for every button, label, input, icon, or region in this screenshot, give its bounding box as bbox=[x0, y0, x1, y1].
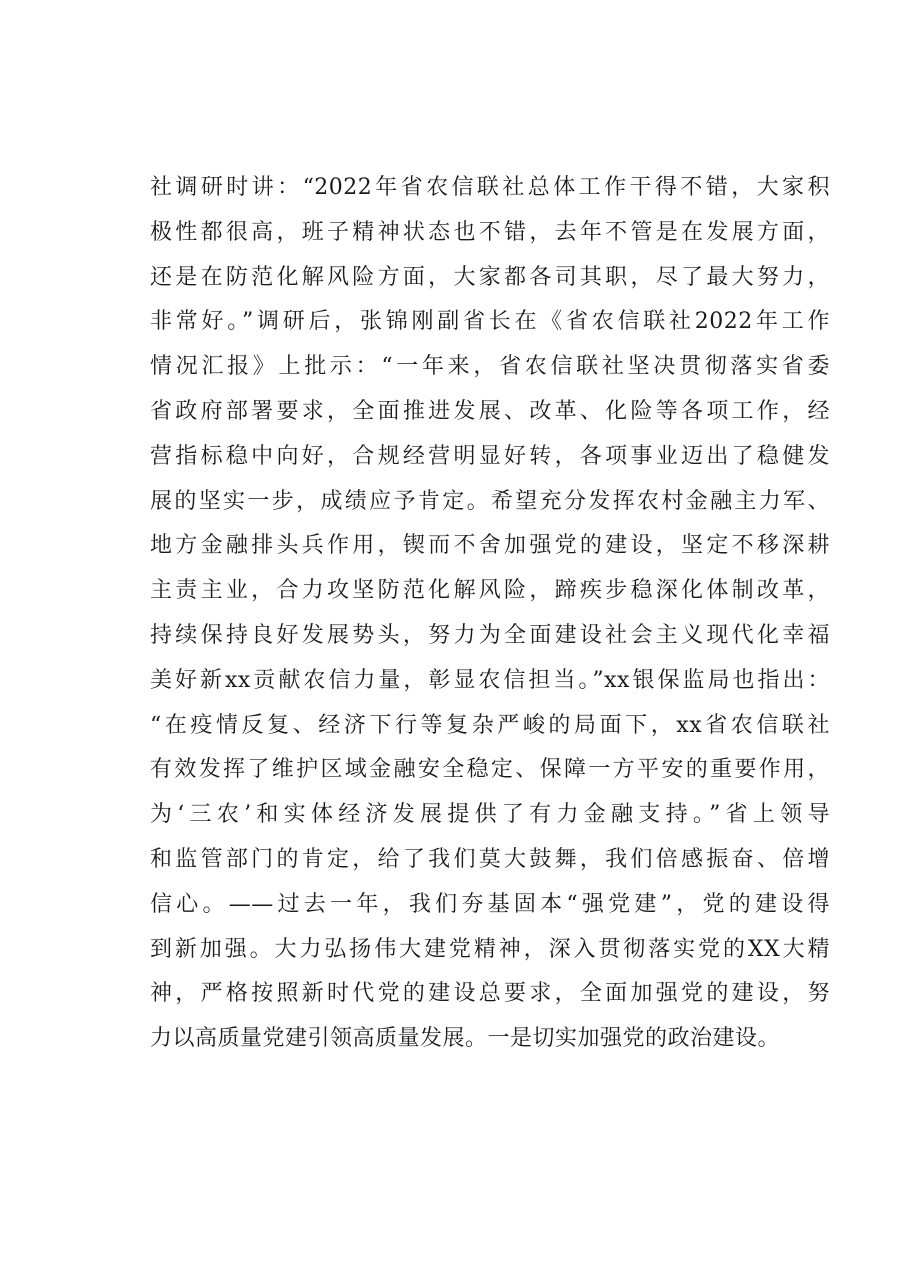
text-line: 展的坚实一步，成绩应予肯定。希望充分发挥农村金融主力军、 bbox=[150, 488, 830, 514]
text-line: 主责主业，合力攻坚防范化解风险，蹄疾步稳深化体制改革， bbox=[150, 578, 830, 604]
text-line: 和监管部门的肯定，给了我们莫大鼓舞，我们倍感振奋、倍增 bbox=[150, 846, 830, 872]
text-line: “在疫情反复、经济下行等复杂严峻的局面下，xx省农信联社 bbox=[150, 712, 830, 738]
text-line: 社调研时讲：“2022年省农信联社总体工作干得不错，大家积 bbox=[150, 175, 830, 200]
text-line: 力以高质量党建引领高质量发展。一是切实加强党的政治建设。 bbox=[150, 1026, 781, 1052]
text-line: 持续保持良好发展势头，努力为全面建设社会主义现代化幸福 bbox=[150, 622, 830, 648]
text-line: 地方金融排头兵作用，锲而不舍加强党的建设，坚定不移深耕 bbox=[150, 533, 830, 559]
text-line: 有效发挥了维护区域金融安全稳定、保障一方平安的重要作用， bbox=[150, 757, 830, 783]
text-line: 非常好。”调研后，张锦刚副省长在《省农信联社2022年工作 bbox=[150, 309, 830, 335]
text-line: 省政府部署要求，全面推进发展、改革、化险等各项工作，经 bbox=[150, 398, 830, 424]
text-line: 极性都很高，班子精神状态也不错，去年不管是在发展方面， bbox=[150, 219, 830, 245]
text-line: 还是在防范化解风险方面，大家都各司其职，尽了最大努力， bbox=[150, 264, 830, 290]
text-line: 营指标稳中向好，合规经营明显好转，各项事业迈出了稳健发 bbox=[150, 443, 830, 469]
text-line: 神，严格按照新时代党的建设总要求，全面加强党的建设，努 bbox=[150, 981, 830, 1007]
text-line: 信心。——过去一年，我们夯基固本“强党建”，党的建设得 bbox=[150, 891, 830, 917]
text-line: 为‘三农’和实体经济发展提供了有力金融支持。”省上领导 bbox=[150, 802, 830, 828]
text-line: 到新加强。大力弘扬伟大建党精神，深入贯彻落实党的XX大精 bbox=[150, 936, 830, 962]
text-line: 情况汇报》上批示：“一年来，省农信联社坚决贯彻落实省委 bbox=[150, 354, 830, 380]
text-line: 美好新xx贡献农信力量，彰显农信担当。”xx银保监局也指出： bbox=[150, 667, 830, 693]
body-text bbox=[150, 166, 830, 1062]
